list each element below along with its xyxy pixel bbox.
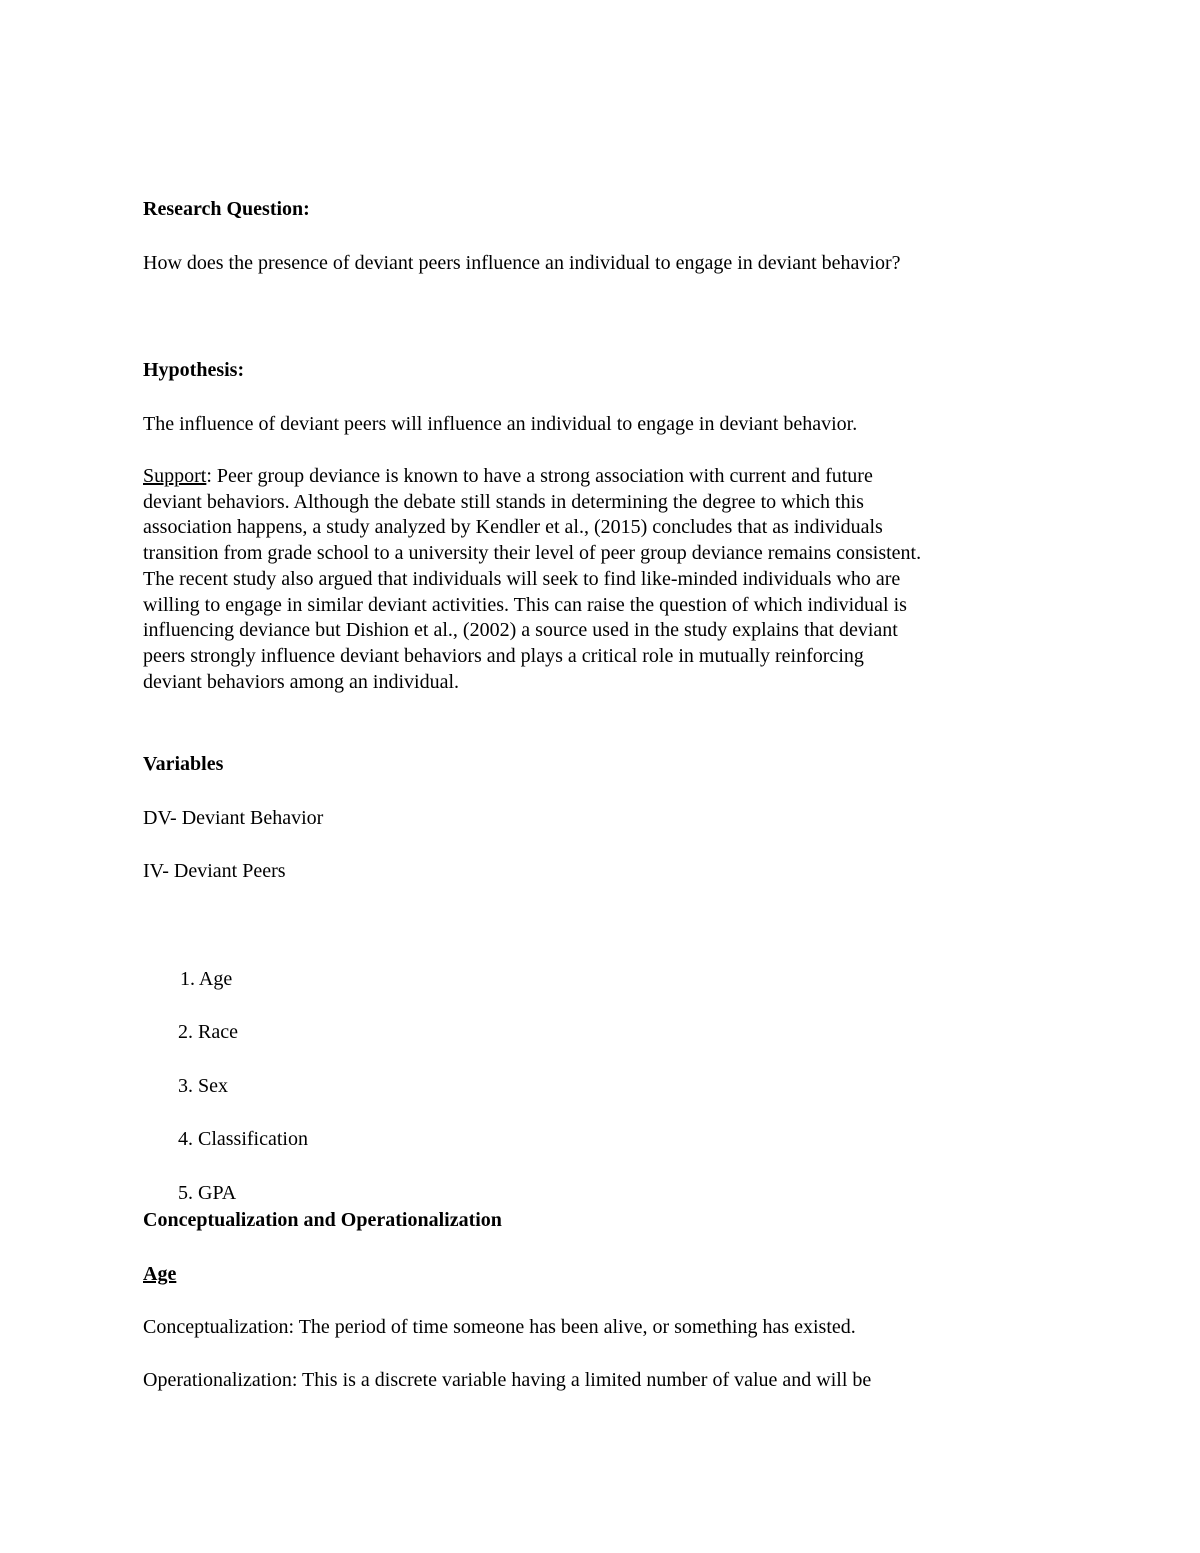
support-line-4: transition from grade school to a university their level of peer group deviance remains consistent. [143,542,922,564]
dependent-variable: DV- Deviant Behavior [143,807,324,829]
research-question-text: How does the presence of deviant peers influence an individual to engage in deviant behavior? [143,252,901,274]
support-line-1: Support: Peer group deviance is known to have a strong association with current and future [143,465,873,487]
hypothesis-text: The influence of deviant peers will influence an individual to engage in deviant behavior. [143,413,858,435]
list-item-classification: 4. Classification [178,1128,308,1150]
support-line-6: willing to engage in similar deviant activities. This can raise the question of which individual is [143,594,907,616]
concept-heading: Conceptualization and Operationalization [143,1209,502,1231]
age-subheading: Age [143,1263,177,1285]
support-label: Support [143,465,207,487]
support-line-2: deviant behaviors. Although the debate still stands in determining the degree to which this [143,491,864,513]
research-question-heading: Research Question: [143,198,310,220]
age-conceptualization: Conceptualization: The period of time someone has been alive, or something has existed. [143,1316,856,1338]
age-operationalization: Operationalization: This is a discrete variable having a limited number of value and will be [143,1369,872,1391]
list-item-gpa: 5. GPA [178,1182,237,1204]
support-line-7: influencing deviance but Dishion et al., (2002) a source used in the study explains that deviant [143,619,898,641]
variables-heading: Variables [143,753,224,775]
support-line-8: peers strongly influence deviant behaviors and plays a critical role in mutually reinforcing [143,645,864,667]
support-line-5: The recent study also argued that individuals will seek to find like-minded individuals who are [143,568,901,590]
list-item-age: 1. Age [180,968,233,990]
hypothesis-heading: Hypothesis: [143,359,245,381]
support-line-3: association happens, a study analyzed by Kendler et al., (2015) concludes that as individuals [143,516,883,538]
list-item-sex: 3. Sex [178,1075,228,1097]
list-item-race: 2. Race [178,1021,238,1043]
independent-variable: IV- Deviant Peers [143,860,286,882]
support-line-9: deviant behaviors among an individual. [143,671,460,693]
